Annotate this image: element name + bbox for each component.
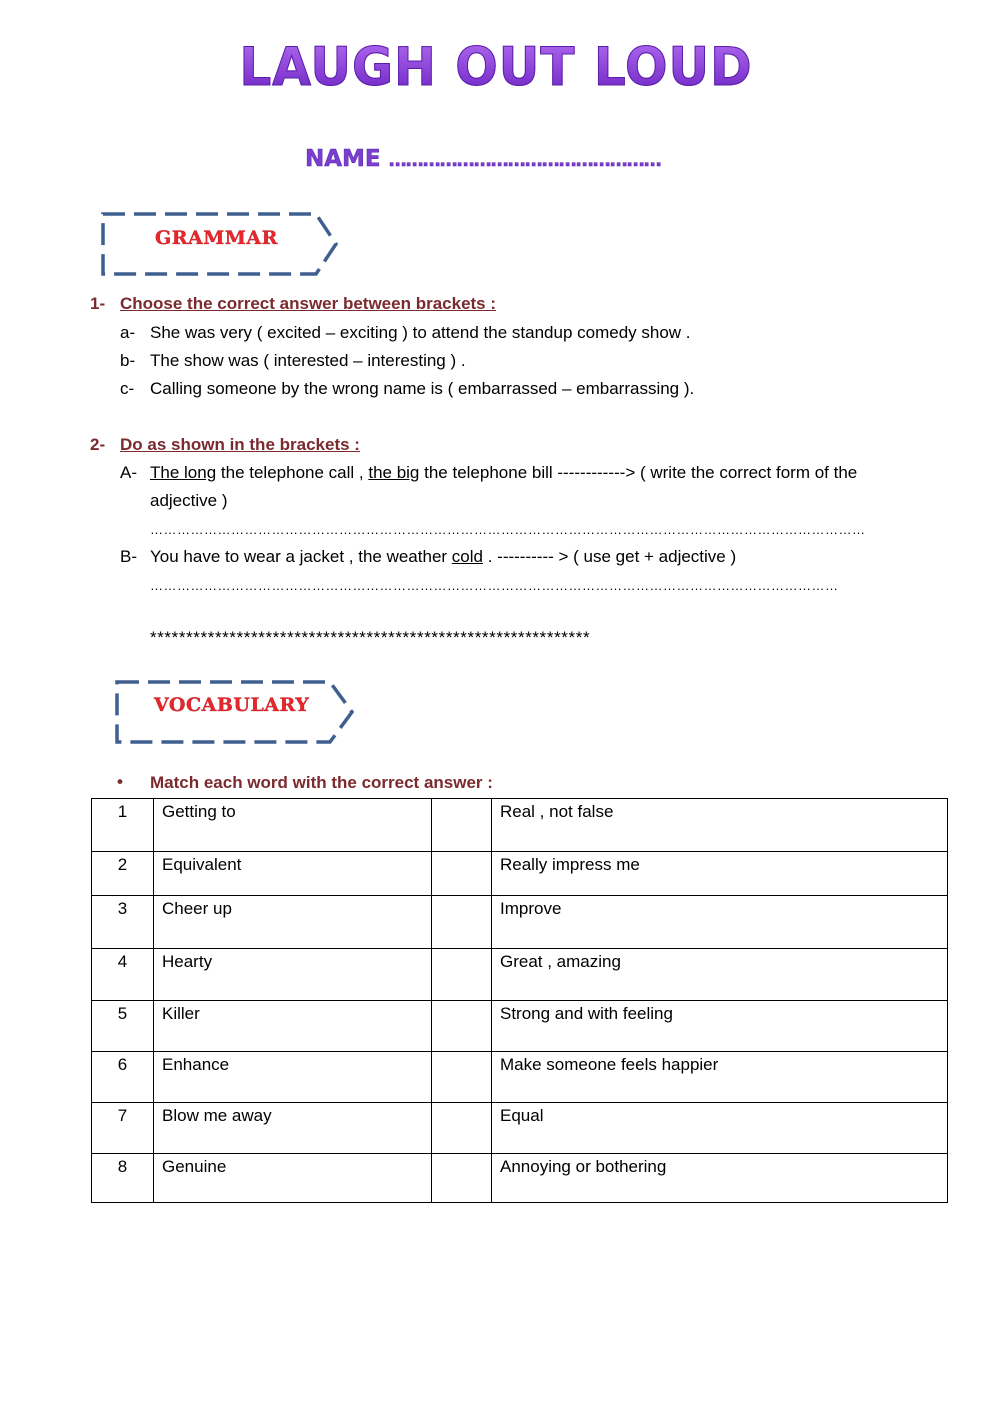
row-number: 4 [92,949,154,1001]
meaning-cell: Really impress me [492,852,948,896]
underlined-phrase: the big [368,463,420,482]
vocabulary-label: VOCABULARY [154,694,310,716]
matching-table [91,798,948,1203]
name-field[interactable] [305,146,661,172]
grammar-label: GRAMMAR [155,227,278,249]
meaning-cell: Equal [492,1103,948,1154]
underlined-phrase: The long [150,463,217,482]
item-letter: A- [120,463,137,482]
word-cell: Equivalent [154,852,432,896]
answer-blank[interactable] [432,799,492,852]
meaning-cell: Strong and with feeling [492,1001,948,1052]
table-row [92,1103,948,1154]
answer-blank[interactable] [432,1103,492,1154]
q2-heading [90,435,690,457]
meaning-cell: Improve [492,896,948,949]
item-text-part: . ---------- > ( use get + adjective ) [482,547,737,566]
row-number: 1 [92,799,154,852]
item-letter: B- [120,547,137,566]
item-letter: b- [120,351,136,370]
table-row [92,1052,948,1103]
worksheet-title-wrap [0,38,992,96]
word-cell: Killer [154,1001,432,1052]
answer-blank[interactable] [432,1154,492,1203]
underlined-phrase: cold [451,547,483,566]
vocab-instruction [117,773,617,795]
table-row [92,799,948,852]
row-number: 2 [92,852,154,896]
answer-blank[interactable] [432,1052,492,1103]
item-text-part: You have to wear a jacket , the weather [150,547,452,566]
vocabulary-banner [114,678,359,746]
word-cell: Getting to [154,799,432,852]
q2-number: 2- [90,435,106,454]
item-text: She was very ( excited – exciting ) to attend the standup comedy show . [150,323,691,342]
name-label: NAME [305,146,381,172]
q2-answer-line-a[interactable]: …………………………………………………………………………………………………………………………………………… [150,522,866,537]
row-number: 5 [92,1001,154,1052]
item-text-part: the telephone call , [216,463,369,482]
item-text: Calling someone by the wrong name is ( embarrassed – embarrassing ). [150,379,695,398]
q2-item-a-line2: adjective ) [150,491,228,510]
bullet-icon: • [117,772,123,791]
word-cell: Genuine [154,1154,432,1203]
vocab-instruction-text: Match each word with the correct answer : [150,773,493,792]
word-cell: Blow me away [154,1103,432,1154]
name-dots: ………………………………………… [388,150,661,171]
table-row [92,1001,948,1052]
meaning-cell: Annoying or bothering [492,1154,948,1203]
answer-blank[interactable] [432,896,492,949]
item-letter: a- [120,323,136,342]
meaning-cell: Real , not false [492,799,948,852]
table-row [92,852,948,896]
item-text [150,547,736,567]
table-row [92,896,948,949]
item-text [150,463,857,483]
grammar-banner [100,210,340,278]
q2-answer-line-b[interactable]: ……………………………………………………………………………………………………………………………………… [150,578,839,593]
answer-blank[interactable] [432,949,492,1001]
q1-number: 1- [90,294,106,313]
row-number: 8 [92,1154,154,1203]
answer-blank[interactable] [432,852,492,896]
word-cell: Hearty [154,949,432,1001]
table-row [92,1154,948,1203]
meaning-cell: Make someone feels happier [492,1052,948,1103]
table-row [92,949,948,1001]
answer-blank[interactable] [432,1001,492,1052]
item-text: The show was ( interested – interesting ) . [150,351,466,370]
word-cell: Cheer up [154,896,432,949]
q1-heading [90,294,690,316]
q2-heading-text: Do as shown in the brackets : [120,435,360,454]
q1-heading-text: Choose the correct answer between brackets : [120,294,497,313]
item-text-part: the telephone bill ------------> ( write the correct form of the [419,463,858,482]
worksheet-title: LAUGH OUT LOUD [239,36,753,98]
row-number: 6 [92,1052,154,1103]
row-number: 7 [92,1103,154,1154]
separator-stars: ************************************************************* [150,628,591,647]
title-reflection [0,95,992,117]
row-number: 3 [92,896,154,949]
meaning-cell: Great , amazing [492,949,948,1001]
word-cell: Enhance [154,1052,432,1103]
item-letter: c- [120,379,135,398]
